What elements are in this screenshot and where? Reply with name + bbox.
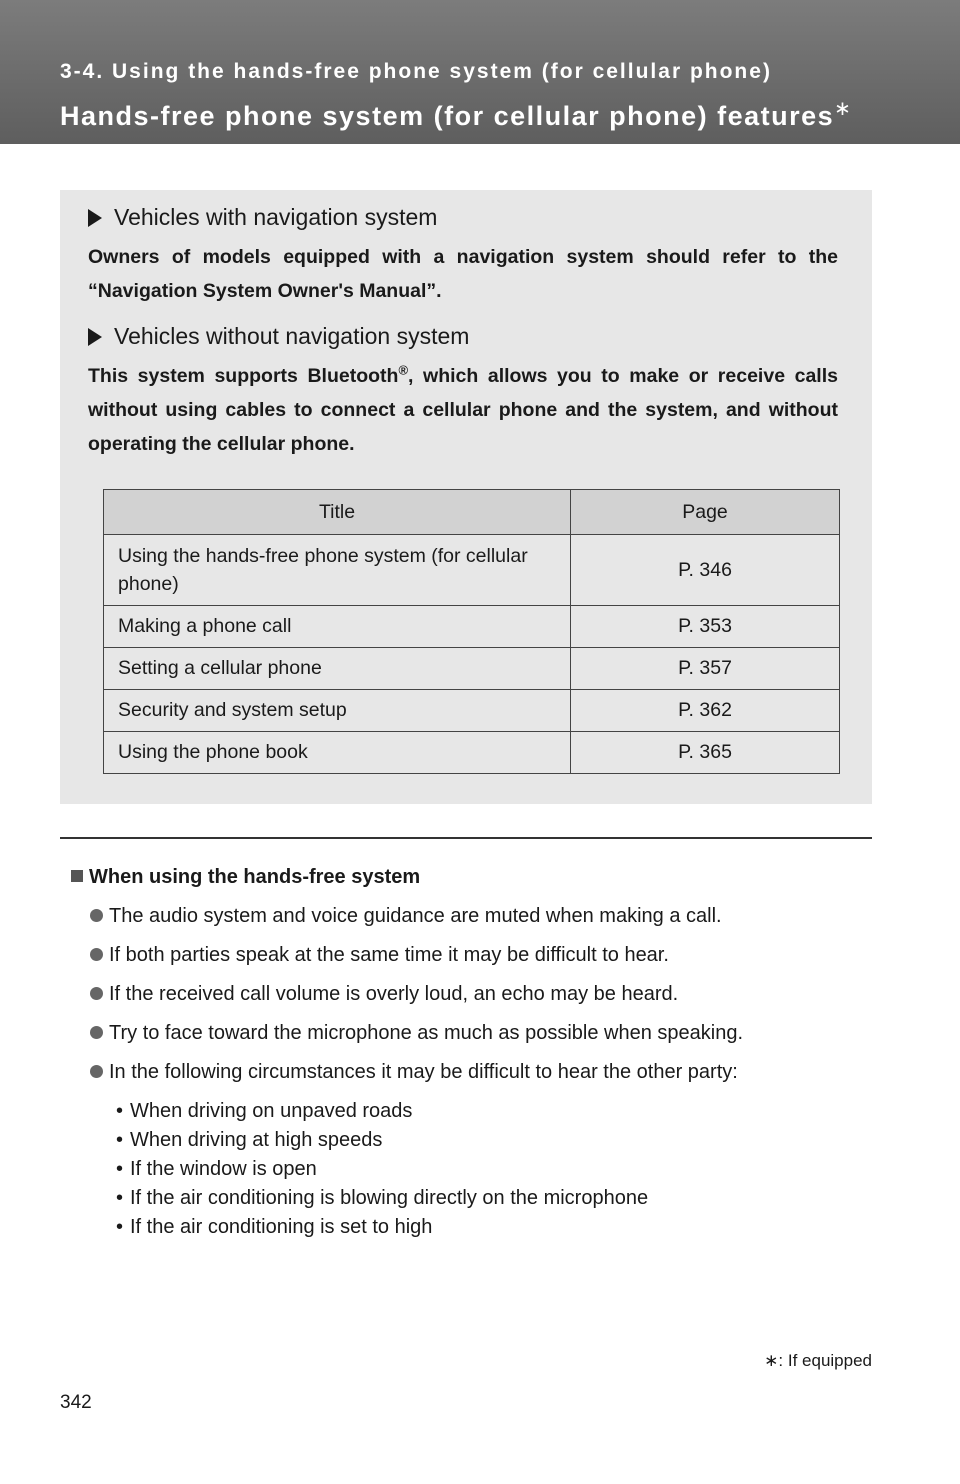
bullet-dot-icon bbox=[90, 948, 103, 961]
square-bullet-icon bbox=[71, 870, 83, 882]
list-item bbox=[90, 905, 722, 928]
row-page: P. 346 bbox=[571, 535, 840, 606]
sub-list-item-text: If the window is open bbox=[130, 1158, 317, 1180]
page-title-text: Hands-free phone system (for cellular phone) features bbox=[60, 101, 835, 131]
notes-heading bbox=[71, 866, 420, 889]
list-item bbox=[90, 983, 678, 1006]
nav-heading bbox=[88, 204, 437, 231]
table-row bbox=[104, 732, 840, 774]
footnote-mark: ∗ bbox=[764, 1351, 779, 1370]
section-title: 3-4. Using the hands-free phone system (for cellular phone) bbox=[60, 60, 772, 83]
list-item bbox=[90, 1022, 743, 1045]
contents-table bbox=[103, 489, 840, 774]
table-row bbox=[104, 648, 840, 690]
nav-heading-text: Vehicles with navigation system bbox=[114, 204, 438, 230]
table-row bbox=[104, 606, 840, 648]
footnote-text: : If equipped bbox=[778, 1351, 872, 1370]
table-row bbox=[104, 690, 840, 732]
row-title: Using the hands-free phone system (for cellular phone) bbox=[104, 535, 571, 606]
sub-list-item: • If the air conditioning is set to high bbox=[116, 1216, 433, 1238]
table-header-row bbox=[104, 490, 840, 535]
page-title bbox=[60, 96, 852, 132]
page-header bbox=[0, 0, 960, 144]
registered-mark: ® bbox=[398, 362, 409, 378]
notes-heading-text: When using the hands-free system bbox=[89, 866, 421, 888]
row-page: P. 365 bbox=[571, 732, 840, 774]
no-nav-paragraph bbox=[88, 359, 838, 461]
sub-list-item-text: If the air conditioning is blowing directly on the microphone bbox=[130, 1187, 649, 1209]
list-item-text: The audio system and voice guidance are muted when making a call. bbox=[109, 905, 722, 927]
triangle-arrow-icon bbox=[88, 209, 102, 227]
divider bbox=[60, 837, 872, 839]
footnote bbox=[764, 1351, 872, 1371]
row-title: Setting a cellular phone bbox=[104, 648, 571, 690]
bullet-dot-icon bbox=[90, 1065, 103, 1078]
row-page: P. 353 bbox=[571, 606, 840, 648]
list-item bbox=[90, 1061, 738, 1084]
sub-list-item: • When driving at high speeds bbox=[116, 1129, 383, 1151]
sub-list-item-text: When driving at high speeds bbox=[130, 1129, 383, 1151]
bullet-dot-icon bbox=[90, 987, 103, 1000]
triangle-arrow-icon bbox=[88, 328, 102, 346]
list-item-text: In the following circumstances it may be difficult to hear the other party: bbox=[109, 1061, 738, 1083]
sub-list-item-text: When driving on unpaved roads bbox=[130, 1100, 413, 1122]
sub-list-item: • If the window is open bbox=[116, 1158, 317, 1180]
table-row bbox=[104, 535, 840, 606]
bullet-dot-icon bbox=[90, 909, 103, 922]
list-item-text: Try to face toward the microphone as much as possible when speaking. bbox=[109, 1022, 744, 1044]
sub-list-item: • If the air conditioning is blowing directly on the microphone bbox=[116, 1187, 649, 1209]
para-text-2: , which allows you to make or receive calls without using cables to connect a cellular phone and the system, and without operating the cellular phone. bbox=[88, 365, 838, 455]
row-title: Making a phone call bbox=[104, 606, 571, 648]
row-page: P. 362 bbox=[571, 690, 840, 732]
page-number: 342 bbox=[60, 1392, 92, 1413]
list-item-text: If both parties speak at the same time it may be difficult to hear. bbox=[109, 944, 669, 966]
column-header-page: Page bbox=[571, 490, 840, 535]
row-title: Using the phone book bbox=[104, 732, 571, 774]
no-nav-heading bbox=[88, 323, 469, 350]
sub-list-item: • When driving on unpaved roads bbox=[116, 1100, 413, 1122]
para-text-1: This system supports Bluetooth bbox=[88, 365, 399, 387]
asterisk-mark: ∗ bbox=[834, 98, 853, 120]
sub-list-item-text: If the air conditioning is set to high bbox=[130, 1216, 433, 1238]
bullet-dot-icon bbox=[90, 1026, 103, 1039]
no-nav-heading-text: Vehicles without navigation system bbox=[114, 323, 470, 349]
list-item-text: If the received call volume is overly loud, an echo may be heard. bbox=[109, 983, 679, 1005]
nav-paragraph: Owners of models equipped with a navigation system should refer to the “Navigation System Owner's Manual”. bbox=[88, 246, 838, 302]
row-page: P. 357 bbox=[571, 648, 840, 690]
list-item bbox=[90, 944, 669, 967]
row-title: Security and system setup bbox=[104, 690, 571, 732]
column-header-title: Title bbox=[104, 490, 571, 535]
